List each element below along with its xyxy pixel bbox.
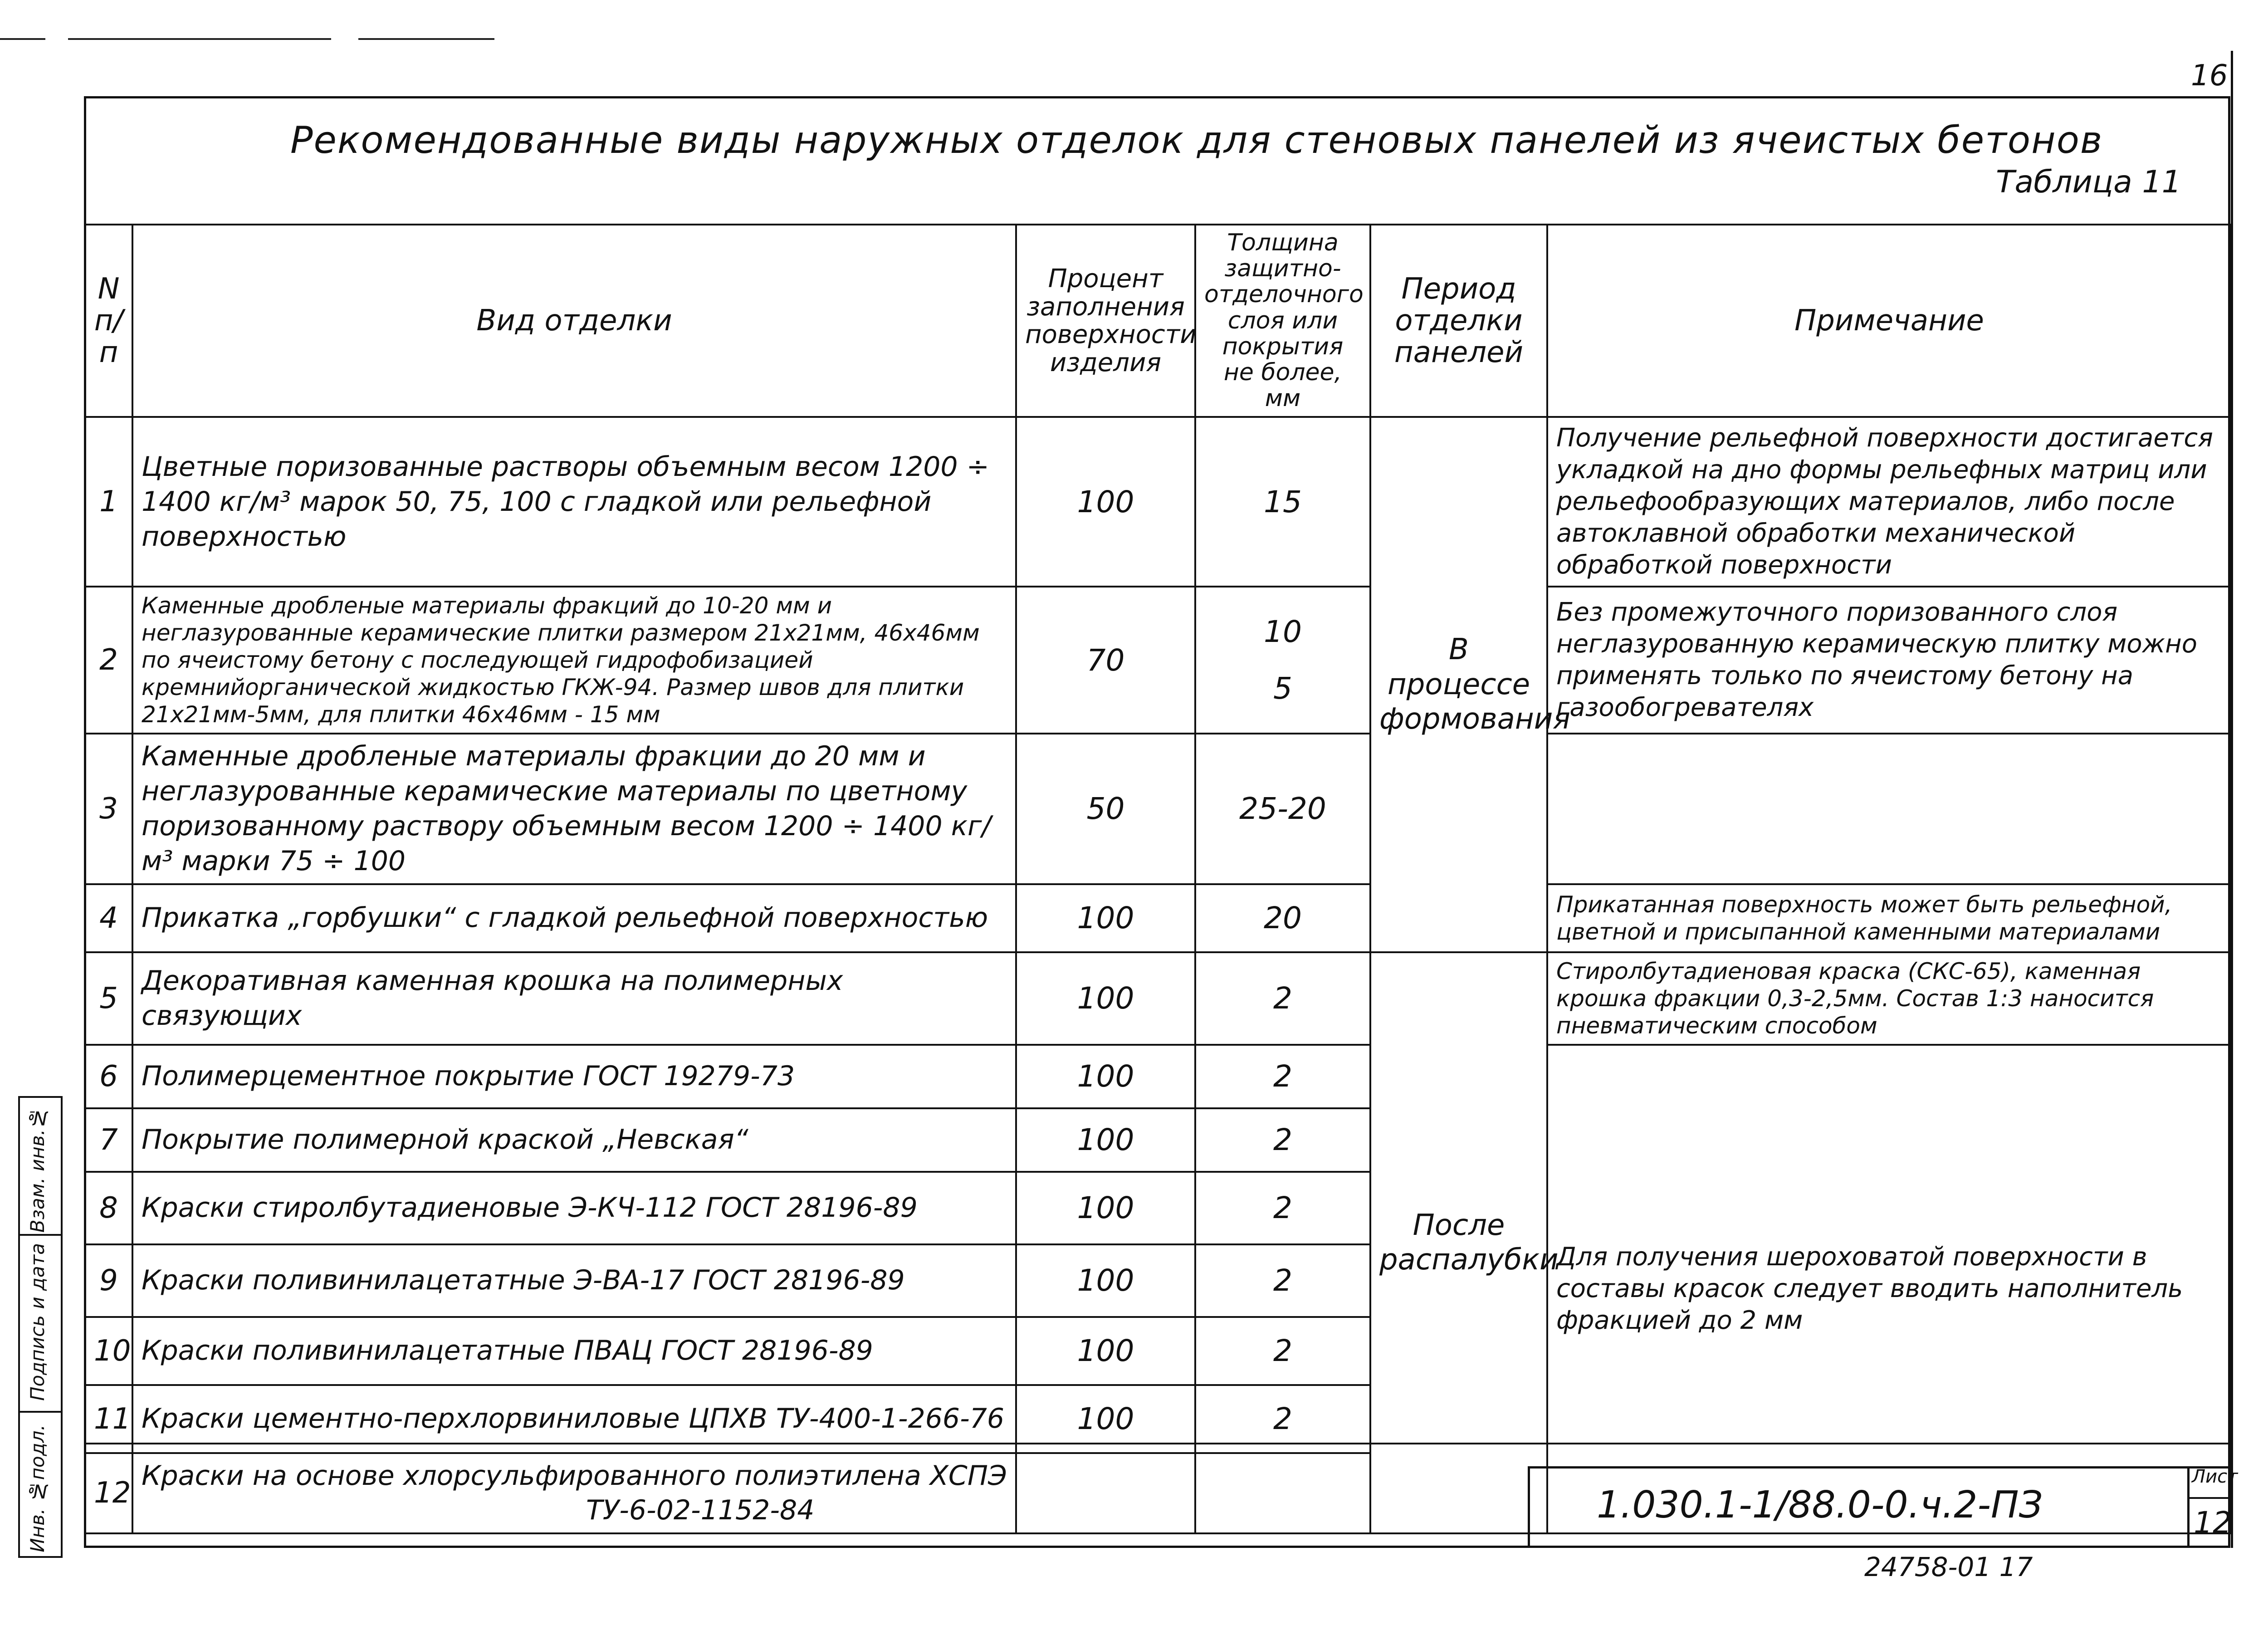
side-replaced-label: Взам. инв.№ bbox=[26, 1107, 49, 1233]
table-row bbox=[85, 734, 2231, 884]
row-thickness: 20 bbox=[1195, 884, 1370, 952]
side-inv-label: Инв. №подл. bbox=[26, 1425, 49, 1552]
row-note: Без промежуточного поризованного слоя неглазурованную керамическую плитку можно применять только по ячеистому бетону на газообогревателях bbox=[1547, 587, 2231, 734]
row-type: Каменные дробленые материалы фракции до 20 мм и неглазурованные керамические материалы по цветному поризованному раствору объемным весом 1200 ÷ 1400 кг/м³ марки 75 ÷ 100 bbox=[132, 734, 1016, 884]
row-percent: 100 bbox=[1016, 1045, 1195, 1108]
row-type: Краски стиролбутадиеновые Э-КЧ-112 ГОСТ 28196-89 bbox=[132, 1172, 1016, 1244]
row-num: 3 bbox=[85, 734, 132, 884]
row-type: Прикатка „горбушки“ с гладкой рельефной поверхностью bbox=[132, 884, 1016, 952]
period-after: После распалубки bbox=[1370, 952, 1547, 1534]
row-note bbox=[1547, 734, 2231, 884]
row-percent: 100 bbox=[1016, 1317, 1195, 1385]
table-row bbox=[85, 952, 2231, 1045]
row-num: 7 bbox=[85, 1108, 132, 1172]
row-note: Прикатанная поверхность может быть рельефной, цветной и присыпанной каменными материалами bbox=[1547, 884, 2231, 952]
table-header-row bbox=[85, 225, 2231, 417]
row-type-line-2: ТУ-6-02-1152-84 bbox=[586, 1494, 815, 1527]
finishes-table bbox=[84, 224, 2232, 1534]
thickness-b: 5 bbox=[1273, 671, 1292, 706]
row-note-shared: Для получения шероховатой поверхности в составы красок следует вводить наполнитель фракцией до 2 мм bbox=[1547, 1045, 2231, 1534]
side-divider-2 bbox=[20, 1411, 61, 1413]
row-thickness: 2 bbox=[1195, 1108, 1370, 1172]
row-type: Краски поливинилацетатные ПВАЦ ГОСТ 28196-89 bbox=[132, 1317, 1016, 1385]
row-percent bbox=[1016, 1453, 1195, 1534]
header-note: Примечание bbox=[1547, 225, 2231, 417]
header-period: Период отделки панелей bbox=[1370, 225, 1547, 417]
page-title: Рекомендованные виды наружных отделок для стеновых панелей из ячеистых бетонов bbox=[290, 119, 2103, 162]
sheet-label: Лист bbox=[2192, 1466, 2238, 1487]
row-thickness: 15 bbox=[1195, 417, 1370, 587]
row-type: Цветные поризованные растворы объемным весом 1200 ÷ 1400 кг/м³ марок 50, 75, 100 с гладкой или рельефной поверхностью bbox=[132, 417, 1016, 587]
side-sign-date-label: Подпись и дата bbox=[26, 1243, 49, 1401]
top-dash-1 bbox=[0, 38, 45, 40]
row-thickness: 2 bbox=[1195, 1172, 1370, 1244]
header-thickness: Толщина защитно-отделочного слоя или покрытия не более, мм bbox=[1195, 225, 1370, 417]
row-type-line-1: Краски на основе хлорсульфированного полиэтилена ХСПЭ bbox=[142, 1459, 1007, 1492]
row-thickness: 25-20 bbox=[1195, 734, 1370, 884]
row-num: 1 bbox=[85, 417, 132, 587]
row-percent: 100 bbox=[1016, 952, 1195, 1045]
stamp-top-line bbox=[84, 1443, 2230, 1444]
row-type: Полимерцементное покрытие ГОСТ 19279-73 bbox=[132, 1045, 1016, 1108]
row-note: Стиролбутадиеновая краска (СКС-65), каменная крошка фракции 0,3-2,5мм. Состав 1:3 наносится пневматическим способом bbox=[1547, 952, 2231, 1045]
row-percent: 100 bbox=[1016, 1244, 1195, 1317]
row-percent: 100 bbox=[1016, 1172, 1195, 1244]
row-percent: 100 bbox=[1016, 1108, 1195, 1172]
row-thickness bbox=[1195, 587, 1370, 734]
row-type bbox=[132, 1453, 1016, 1534]
row-thickness: 2 bbox=[1195, 1385, 1370, 1453]
row-num: 4 bbox=[85, 884, 132, 952]
row-thickness bbox=[1195, 1453, 1370, 1534]
row-note: Получение рельефной поверхности достигается укладкой на дно формы рельефных матриц или рельефообразующих материалов, либо после автоклавной обработки механической обработкой поверхности bbox=[1547, 417, 2231, 587]
row-percent: 70 bbox=[1016, 587, 1195, 734]
row-percent: 50 bbox=[1016, 734, 1195, 884]
table-label: Таблица 11 bbox=[1996, 164, 2181, 200]
row-num: 5 bbox=[85, 952, 132, 1045]
sheet-divider bbox=[2187, 1497, 2230, 1499]
row-num: 12 bbox=[85, 1453, 132, 1534]
row-percent: 100 bbox=[1016, 884, 1195, 952]
top-dash-2 bbox=[68, 38, 331, 40]
row-num: 9 bbox=[85, 1244, 132, 1317]
row-thickness: 2 bbox=[1195, 952, 1370, 1045]
row-num: 8 bbox=[85, 1172, 132, 1244]
row-num: 10 bbox=[85, 1317, 132, 1385]
header-percent: Процент заполнения поверхности изделия bbox=[1016, 225, 1195, 417]
header-num: N п/п bbox=[85, 225, 132, 417]
row-num: 6 bbox=[85, 1045, 132, 1108]
row-type: Краски поливинилацетатные Э-ВА-17 ГОСТ 28196-89 bbox=[132, 1244, 1016, 1317]
archive-number: 24758-01 17 bbox=[1864, 1552, 2033, 1582]
row-thickness: 2 bbox=[1195, 1317, 1370, 1385]
table-row bbox=[85, 884, 2231, 952]
doc-code: 1.030.1-1/88.0-0.ч.2-ПЗ bbox=[1597, 1483, 2043, 1527]
top-dash-3 bbox=[358, 38, 494, 40]
table-row bbox=[85, 417, 2231, 587]
sheet-number: 12 bbox=[2194, 1505, 2232, 1540]
side-stamp bbox=[18, 1096, 63, 1558]
row-num: 2 bbox=[85, 587, 132, 734]
header-type: Вид отделки bbox=[132, 225, 1016, 417]
row-type: Покрытие полимерной краской „Невская“ bbox=[132, 1108, 1016, 1172]
thickness-a: 10 bbox=[1264, 614, 1302, 649]
row-num: 11 bbox=[85, 1385, 132, 1453]
row-type: Декоративная каменная крошка на полимерных связующих bbox=[132, 952, 1016, 1045]
row-thickness: 2 bbox=[1195, 1244, 1370, 1317]
side-divider-1 bbox=[20, 1234, 61, 1236]
period-forming: В процессе формования bbox=[1370, 417, 1547, 952]
table-row bbox=[85, 587, 2231, 734]
row-thickness: 2 bbox=[1195, 1045, 1370, 1108]
sheet-number-top: 16 bbox=[2191, 59, 2228, 93]
row-type: Краски цементно-перхлорвиниловые ЦПХВ ТУ-400-1-266-76 bbox=[132, 1385, 1016, 1453]
row-percent: 100 bbox=[1016, 1385, 1195, 1453]
table-row bbox=[85, 1045, 2231, 1108]
row-type: Каменные дробленые материалы фракций до 10-20 мм и неглазурованные керамические плитки размером 21х21мм, 46х46мм по ячеистому бетону с последующей гидрофобизацией кремнийорганической жидкостью ГКЖ-94. Размер швов для плитки 21х21мм-5мм, для плитки 46х46мм - 15 мм bbox=[132, 587, 1016, 734]
row-percent: 100 bbox=[1016, 417, 1195, 587]
